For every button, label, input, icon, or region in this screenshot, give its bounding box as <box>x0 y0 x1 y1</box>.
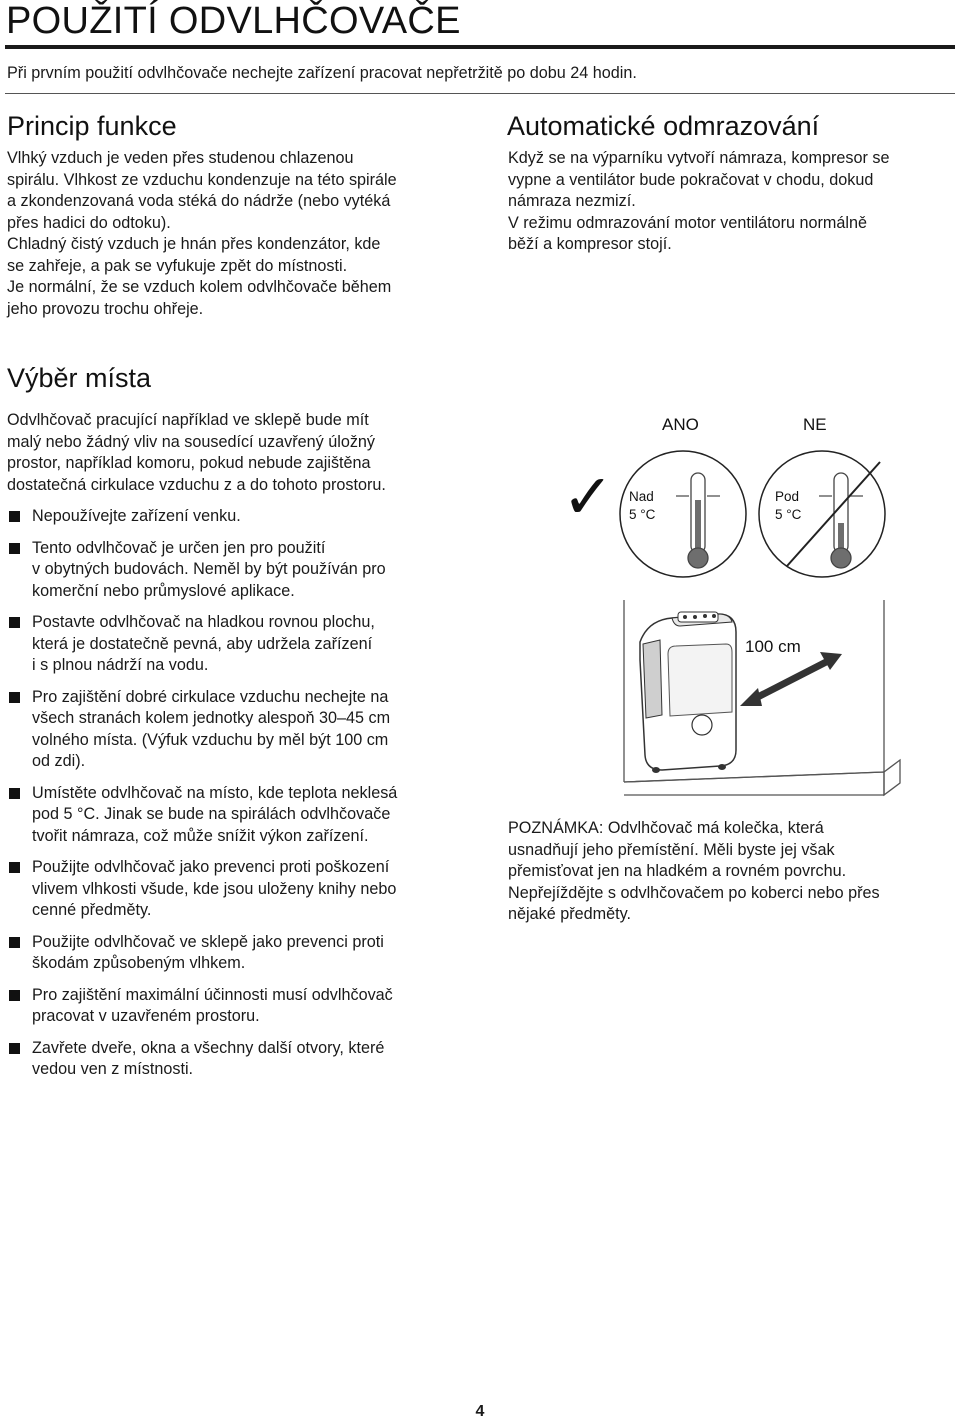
bullet-square-icon <box>9 617 20 628</box>
text-line: pracovat v uzavřeném prostoru. <box>32 1007 260 1025</box>
title-rule <box>5 45 955 49</box>
text-line: Je normální, že se vzduch kolem odvlhčovače během <box>7 278 392 296</box>
above-value: 5 °C <box>629 507 656 522</box>
text-line: Odvlhčovač pracující například ve sklepě bude mít <box>7 411 369 429</box>
text-line: prostor, například komoru, pokud nebude zajištěna <box>7 454 371 472</box>
text-line: Pro zajištění dobré cirkulace vzduchu nechejte na <box>32 687 389 706</box>
thermometer-mercury <box>695 500 701 555</box>
below-5c-thermometer <box>759 451 885 577</box>
bullet-square-icon <box>9 1043 20 1054</box>
side-grille <box>643 640 662 718</box>
odmrazovani-heading: Automatické odmrazování <box>507 111 820 141</box>
bullet-square-icon <box>9 543 20 554</box>
wall-distance-illustration <box>590 600 960 800</box>
text-line: Vlhký vzduch je veden přes studenou chlazenou <box>7 149 354 167</box>
text-line: Nepřejíždějte s odvlhčovačem po koberci nebo přes <box>508 883 880 902</box>
checkmark-icon: ✓ <box>562 463 614 532</box>
text-line: volného místa. (Výfuk vzduchu by měl být 100 cm <box>32 730 389 749</box>
text-line: Umístěte odvlhčovač na místo, kde teplota neklesá <box>32 783 398 802</box>
text-line: Postavte odvlhčovač na hladkou rovnou plochu, <box>32 613 375 631</box>
text-line: Tento odvlhčovač je určen jen pro použití <box>32 538 326 557</box>
wheel <box>652 767 660 773</box>
text-line: v obytných budovách. Neměl by být používán pro <box>32 560 386 578</box>
above-label: Nad <box>629 489 654 504</box>
page-title: POUŽITÍ ODVLHČOVAČE <box>6 0 461 42</box>
text-line: tvořit námraza, což může snížit výkon zařízení. <box>32 826 369 845</box>
text-line: Pro zajištění maximální účinnosti musí odvlhčovač <box>32 985 393 1004</box>
text-line: usnadňují jeho přemístění. Měli byste jej však <box>508 840 835 859</box>
text-line: Použijte odvlhčovač ve sklepě jako prevenci proti <box>32 932 384 951</box>
thermometer-bulb <box>688 548 708 568</box>
vyber-text <box>7 410 477 496</box>
text-line: V režimu odmrazování motor ventilátoru normálně <box>508 213 867 232</box>
text-line: od zdi). <box>32 752 86 770</box>
text-line: námraza nezmizí. <box>508 192 636 210</box>
tank-handle <box>692 715 712 735</box>
temperature-illustration <box>560 400 960 600</box>
wheel <box>718 764 726 770</box>
distance-arrow <box>740 652 842 706</box>
text-line: vlivem vlhkosti všude, kde jsou uloženy knihy nebo <box>32 879 397 898</box>
text-line: škodám způsobeným vlhkem. <box>32 954 246 972</box>
vyber-heading: Výběr místa <box>7 363 152 393</box>
text-line: i s plnou nádrží na vodu. <box>32 656 209 674</box>
list-item <box>7 783 467 848</box>
bullet-square-icon <box>9 862 20 873</box>
text-line: pod 5 °C. Jinak se bude na spirálách odvlhčovače <box>32 805 391 823</box>
text-line: přes hadici do odtoku). <box>7 213 171 232</box>
text-line: malý nebo žádný vliv na sousedící uzavřený úložný <box>7 432 376 451</box>
yes-label: ANO <box>662 415 699 434</box>
text-line: Když se na výparníku vytvoří námraza, kompresor se <box>508 149 890 167</box>
below-value: 5 °C <box>775 507 802 522</box>
bullet-square-icon <box>9 937 20 948</box>
text-line: všech stranách kolem jednotky alespoň 30–45 cm <box>32 709 391 727</box>
bullet-square-icon <box>9 788 20 799</box>
text-line: která je dostatečně pevná, aby udržela zařízení <box>32 634 373 653</box>
list-item <box>7 687 467 773</box>
text-line: nějaké předměty. <box>508 905 631 923</box>
text-line: komerční nebo průmyslové aplikace. <box>32 581 295 600</box>
text-line: Chladný čistý vzduch je hnán přes kondenzátor, kde <box>7 235 381 253</box>
bullet-square-icon <box>9 511 20 522</box>
list-item <box>7 985 467 1028</box>
list-item <box>7 1038 467 1081</box>
above-5c-thermometer <box>620 451 746 577</box>
page-number: 4 <box>475 1403 485 1420</box>
bullet-square-icon <box>9 990 20 1001</box>
thermometer-bulb <box>831 548 851 568</box>
intro-text: Při prvním použití odvlhčovače nechejte zařízení pracovat nepřetržitě po dobu 24 hodin. <box>7 64 637 82</box>
baseboard <box>884 760 900 795</box>
list-item <box>7 932 467 975</box>
text-line: Nepoužívejte zařízení venku. <box>32 507 241 525</box>
text-line: dostatečná cirkulace vzduchu z a do tohoto prostoru. <box>7 475 386 494</box>
list-item <box>7 506 467 528</box>
princip-text <box>7 148 477 320</box>
list-item <box>7 612 467 677</box>
text-line: se zahřeje, a pak se vyfukuje zpět do místnosti. <box>7 256 348 275</box>
placement-bullet-list <box>7 506 467 1091</box>
below-label: Pod <box>775 489 800 504</box>
princip-heading: Princip funkce <box>7 111 177 141</box>
text-line: POZNÁMKA: Odvlhčovač má kolečka, která <box>508 819 824 837</box>
odmrazovani-text <box>508 148 953 256</box>
text-line: cenné předměty. <box>32 901 152 919</box>
list-item <box>7 538 467 603</box>
text-line: přemisťovat jen na hladkém a rovném povrchu. <box>508 862 847 880</box>
text-line: vypne a ventilátor bude pokračovat v chodu, dokud <box>508 170 874 189</box>
text-line: běží a kompresor stojí. <box>508 235 672 253</box>
wheels-note <box>508 818 953 926</box>
dehumidifier-unit-illustration <box>640 612 736 773</box>
text-line: a zkondenzovaná voda stéká do nádrže (nebo vytéká <box>7 192 391 210</box>
text-line: Použijte odvlhčovač jako prevenci proti poškození <box>32 858 390 876</box>
text-line: vedou ven z místnosti. <box>32 1060 194 1078</box>
bullet-square-icon <box>9 692 20 703</box>
list-item <box>7 857 467 922</box>
text-line: Zavřete dveře, okna a všechny další otvory, které <box>32 1038 385 1057</box>
no-label: NE <box>803 415 827 434</box>
text-line: spirálu. Vlhkost ze vzduchu kondenzuje na této spirále <box>7 170 397 189</box>
intro-rule <box>5 93 955 94</box>
distance-label: 100 cm <box>745 637 801 656</box>
text-line: jeho provozu trochu ohřeje. <box>7 299 204 318</box>
